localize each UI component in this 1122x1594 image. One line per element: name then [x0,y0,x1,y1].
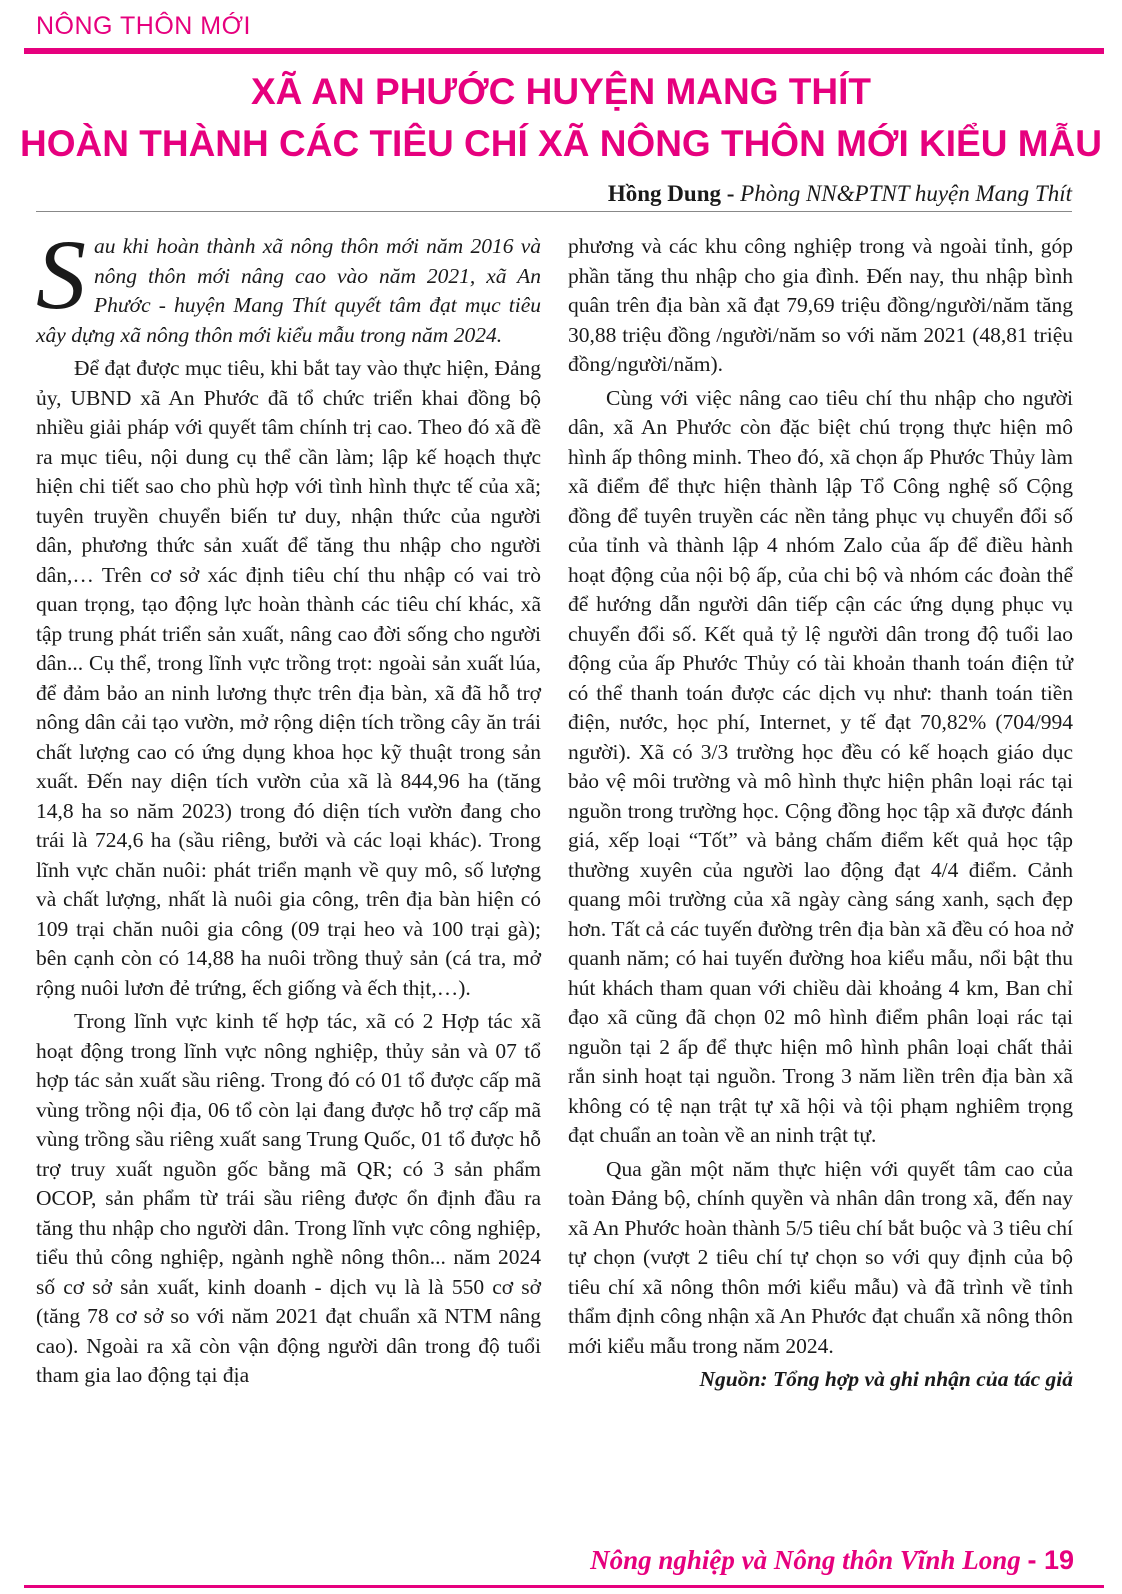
body-paragraph-4: Qua gần một năm thực hiện với quyết tâm cao của toàn Đảng bộ, chính quyền và nhân dân trong xã, đến nay xã An Phước hoàn thành 5/5 tiêu chí bắt buộc và 3 tiêu chí tự chọn (vượt 2 tiêu chí tự chọn so với quy định của bộ tiêu chí xã nông thôn mới kiểu mẫu) và đã trình về tỉnh thẩm định công nhận xã An Phước đạt chuẩn xã nông thôn mới kiểu mẫu trong năm 2024. [568,1156,1073,1358]
body-paragraph-2: Trong lĩnh vực kinh tế hợp tác, xã có 2 Hợp tác xã hoạt động trong lĩnh vực nông nghiệp, thủy sản và 07 tổ hợp tác sản xuất sầu riêng. Trong đó có 01 tổ được cấp mã vùng trồng nội địa, 06 tổ còn lại đang được hỗ trợ cấp mã vùng trồng sầu riêng xuất sang Trung Quốc, 01 tổ được hỗ trợ truy xuất nguồn gốc bằng mã QR; có 3 sản phẩm OCOP, sản phẩm từ trái sầu riêng được ổn định đầu ra tăng thu nhập cho người dân. Trong lĩnh vực công nghiệp, tiểu thủ công nghiệp, ngành nghề nông thôn... năm 2024 số cơ sở sản xuất, kinh doanh - dịch vụ là là 550 cơ sở (tăng 78 cơ sở so với năm 2021 đạt chuẩn xã NTM nâng cao). Ngoài ra xã còn vận động người dân trong độ tuổi tham gia lao động tại địa [36,1009,541,1387]
title-line-1: XÃ AN PHƯỚC HUYỆN MANG THÍT [250,71,871,112]
source-credit: Nguồn: Tổng hợp và ghi nhận của tác giả [699,1367,1073,1391]
body-paragraph-3: Cùng với việc nâng cao tiêu chí thu nhập cho người dân, xã An Phước còn đặc biệt chú trọng thực hiện mô hình ấp thông minh. Theo đó, xã chọn ấp Phước Thủy làm xã điểm để thực hiện thành lập Tổ Công nghệ số Cộng đồng để tuyên truyền các nền tảng phục vụ chuyển đổi số của tỉnh và thành lập 4 nhóm Zalo của ấp để điều hành hoạt động của nội bộ ấp, của chi bộ và nhóm các đoàn thể để hướng dẫn người dân tiếp cận các ứng dụng phục vụ chuyển đổi số. Kết quả tỷ lệ người dân trong độ tuổi lao động của ấp Phước Thủy có tài khoản thanh toán điện tử có thể thanh toán được các dịch vụ như: thanh toán tiền điện, nước, học phí, Internet, y tế đạt 70,82% (704/994 người). Xã có 3/3 trường học đều có kế hoạch giáo dục bảo vệ môi trường và mô hình thực hiện phân loại rác tại nguồn trong trường học. Cộng đồng học tập xã được đánh giá, xếp loại “Tốt” và bảng chấm điểm kết quả học tập thường xuyên của người lao động đạt 4/4 điểm. Cảnh quang môi trường của xã ngày càng sáng xanh, sạch đẹp hơn. Tất cả các tuyến đường trên địa bàn xã đều có hoa nở quanh năm; có hai tuyến đường hoa kiểu mẫu, nổi bật thu hút khách tham quan với chiều dài khoảng 4 km, Ban chỉ đạo xã cũng đã chọn 02 mô hình điểm phân loại rác tại nguồn tại 2 ấp để thực hiện mô hình phân loại chất thải rắn sinh hoạt tại nguồn. Trong 3 năm liền trên địa bàn xã không có tệ nạn trật tự xã hội và tội phạm nghiêm trọng đạt chuẩn an toàn về an ninh trật tự. [568,385,1073,1147]
author-affiliation: Phòng NN&PTNT huyện Mang Thít [740,181,1072,206]
title-line-2: HOÀN THÀNH CÁC TIÊU CHÍ XÃ NÔNG THÔN MỚI KIỂU MẪU [20,123,1102,164]
drop-cap: S [36,219,86,330]
publication-name: Nông nghiệp và Nông thôn Vĩnh Long [590,1545,1021,1575]
column-right [568,232,1073,1399]
byline [608,181,1072,207]
column-left [36,219,541,1395]
header-rule [24,48,1104,54]
lead-text: au khi hoàn thành xã nông thôn mới năm 2016 và nông thôn mới nâng cao vào năm 2021, xã An Phước - huyện Mang Thít quyết tâm đạt mục tiêu xây dựng xã nông thôn mới kiểu mẫu trong năm 2024. [36,234,541,347]
author-name: Hồng Dung - [607,181,735,206]
body-paragraph-1: Để đạt được mục tiêu, khi bắt tay vào thực hiện, Đảng ủy, UBND xã An Phước đã tổ chức triển khai đồng bộ nhiều giải pháp với quyết tâm chính trị cao. Theo đó xã đề ra mục tiêu, nội dung cụ thể cần làm; lập kế hoạch thực hiện chi tiết sao cho phù hợp với tình hình thực tế của xã; tuyên truyền chuyển biến tư duy, nhận thức của người dân, phương thức sản xuất để tăng thu nhập cho người dân,… Trên cơ sở xác định tiêu chí thu nhập có vai trò quan trọng, tạo động lực hoàn thành các tiêu chí khác, xã tập trung phát triển sản xuất, nâng cao đời sống cho người dân... Cụ thể, trong lĩnh vực trồng trọt: ngoài sản xuất lúa, để đảm bảo an ninh lương thực trên địa bàn, xã đã hỗ trợ nông dân cải tạo vườn, mở rộng diện tích trồng cây ăn trái chất lượng cao có ứng dụng khoa học kỹ thuật trong sản xuất. Đến nay diện tích vườn của xã là 844,96 ha (tăng 14,8 ha so năm 2023) trong đó diện tích vườn đang cho trái là 724,6 ha (sầu riêng, bưởi và các loại khác). Trong lĩnh vực chăn nuôi: phát triển mạnh về quy mô, số lượng và chất lượng, nhất là nuôi gia công, trên địa bàn hiện có 109 trại chăn nuôi gia công (09 trại heo và 100 trại gà); bên cạnh còn có 14,88 ha nuôi trồng thuỷ sản (cá tra, mở rộng nuôi lươn đẻ trứng, ếch giống và ếch thịt,…). [36,356,541,1000]
page-number: - 19 [1027,1545,1074,1575]
article-title [0,66,1122,170]
byline-rule [36,211,1072,212]
lead-paragraph [36,219,541,350]
section-label: NÔNG THÔN MỚI [36,12,251,40]
footer-rule [24,1585,1104,1588]
body-paragraph-2-continued: phương và các khu công nghiệp trong và ngoài tỉnh, góp phần tăng thu nhập cho gia đình. Đến nay, thu nhập bình quân trên địa bàn xã đạt 79,69 triệu đồng/người/năm tăng 30,88 triệu đồng /người/năm so với năm 2021 (48,81 triệu đồng/người/năm). [568,234,1073,376]
page-footer [590,1545,1074,1576]
